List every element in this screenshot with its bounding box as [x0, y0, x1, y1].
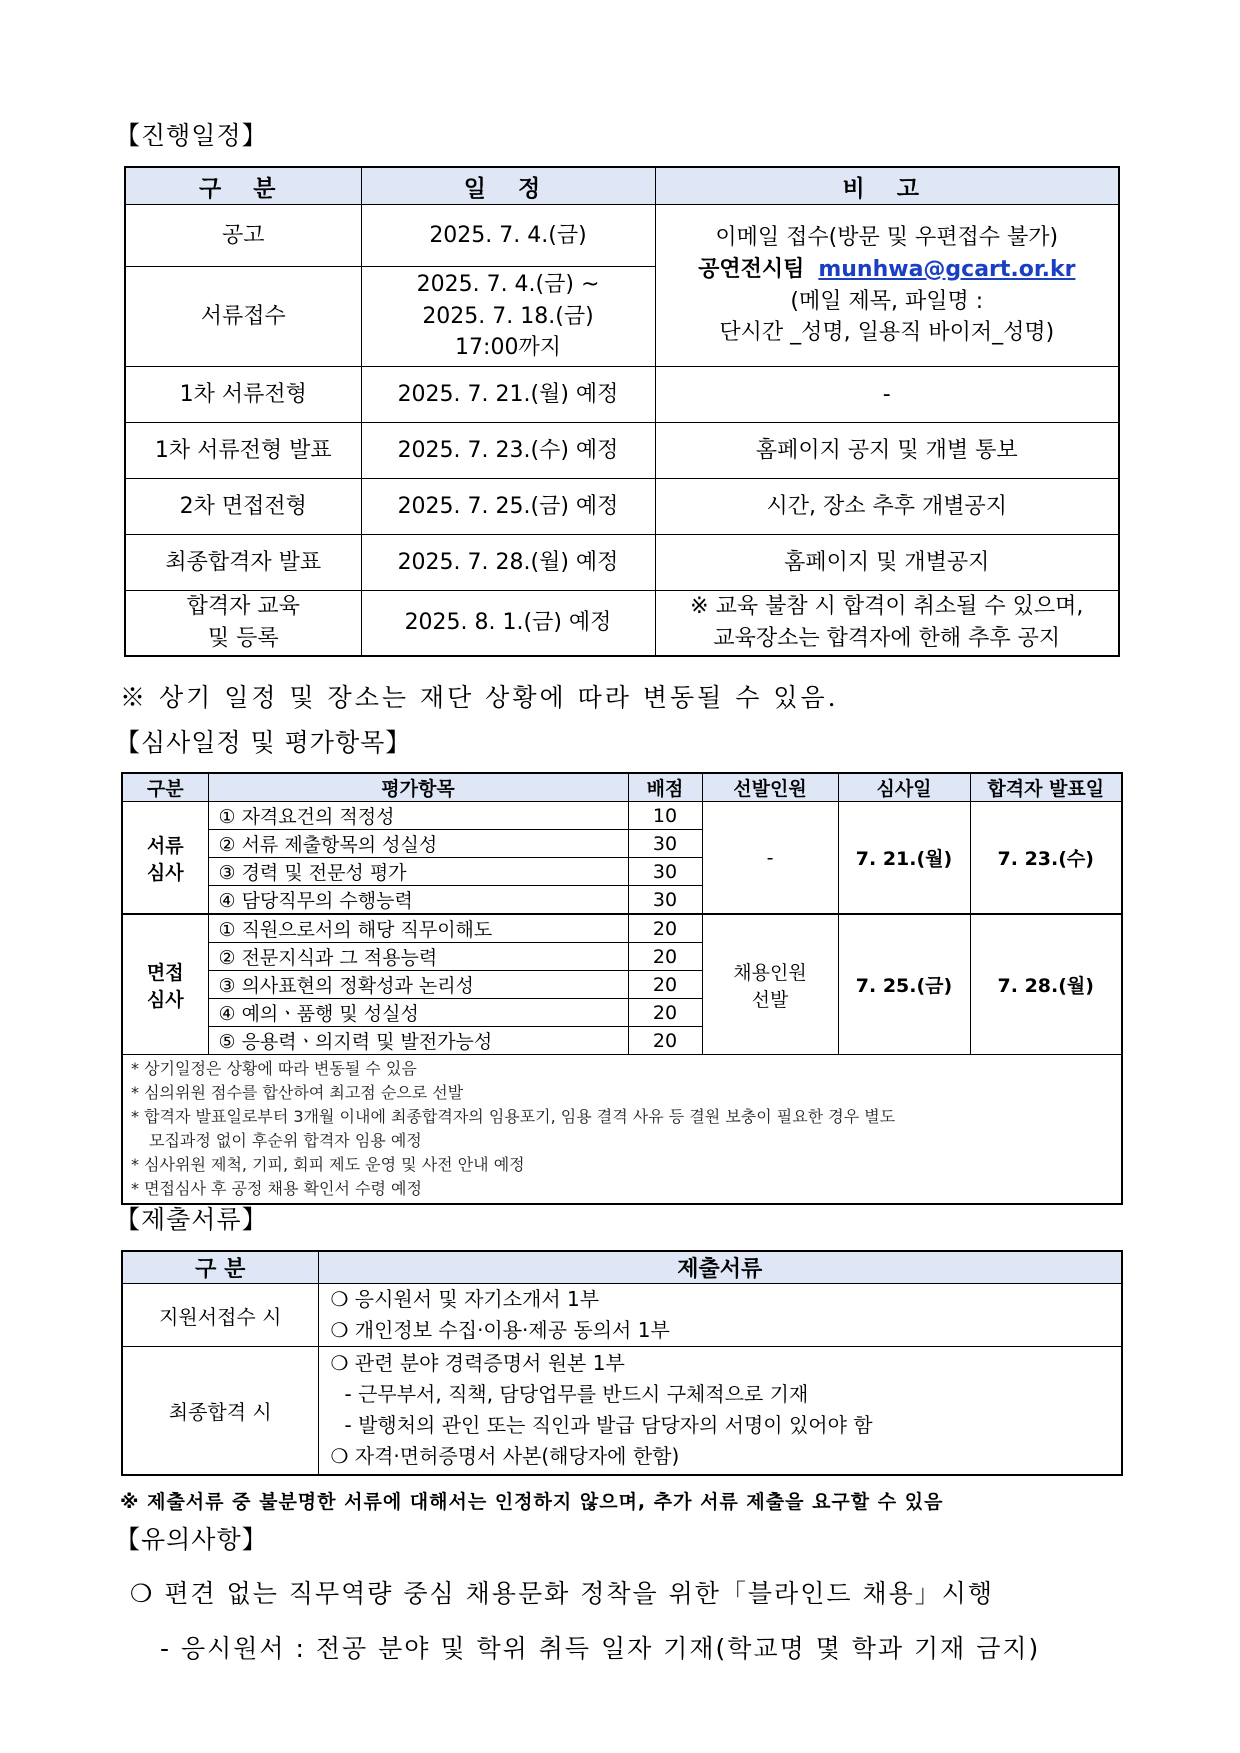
schedule-note: 홈페이지 및 개별공지	[655, 535, 1119, 591]
docs-label: 지원서접수 시	[122, 1284, 318, 1347]
schedule-label: 1차 서류전형 발표	[125, 423, 361, 479]
eval-item: ③ 경력 및 전문성 평가	[208, 858, 628, 886]
eval-note: * 심사위원 제척, 기피, 회피 제도 운영 및 사전 안내 예정	[131, 1155, 525, 1174]
eval-notes-row	[122, 1055, 1122, 1205]
schedule-note	[655, 591, 1119, 656]
docs-subitem: - 근무부서, 직책, 담당업무를 반드시 구체적으로 기재	[344, 1382, 809, 1407]
label-line: 합격자 교육	[186, 594, 300, 619]
eval-item: ① 직원으로서의 해당 직무이해도	[208, 914, 628, 943]
eval-group-name	[122, 802, 208, 915]
schedule-row	[125, 367, 1119, 423]
schedule-note: -	[655, 367, 1119, 423]
eval-selection	[702, 914, 838, 1055]
schedule-table	[124, 166, 1120, 657]
docs-label: 최종합격 시	[122, 1347, 318, 1475]
documents-table	[121, 1250, 1123, 1476]
schedule-header-category: 구 분	[125, 167, 361, 205]
eval-item: ④ 예의ㆍ품행 및 성실성	[208, 999, 628, 1027]
documents-heading: 【제출서류】	[115, 1205, 268, 1234]
selection-line: 선발	[751, 988, 789, 1011]
group-name-line: 서류	[146, 834, 184, 857]
evaluation-table	[121, 772, 1123, 1205]
docs-list	[318, 1284, 1122, 1347]
schedule-label: 공고	[125, 205, 361, 267]
docs-header-category: 구 분	[122, 1251, 318, 1284]
schedule-header-note: 비 고	[655, 167, 1119, 205]
email-note-line: 단시간 _성명, 일용직 바이저_성명)	[719, 320, 1055, 346]
schedule-label: 최종합격자 발표	[125, 535, 361, 591]
email-note-team-line	[656, 254, 1119, 286]
docs-row	[122, 1347, 1122, 1475]
schedule-row	[125, 479, 1119, 535]
eval-review-date: 7. 21.(월)	[838, 802, 970, 915]
docs-header-docs: 제출서류	[318, 1251, 1122, 1284]
eval-item: ② 전문지식과 그 적용능력	[208, 943, 628, 971]
caution-line: ❍ 편견 없는 직무역량 중심 채용문화 정착을 위한「블라인드 채용」시행	[130, 1579, 995, 1608]
email-submission-note	[655, 205, 1119, 367]
documents-note: ※ 제출서류 중 불분명한 서류에 대해서는 인정하지 않으며, 추가 서류 제출을 요구할 수 있음	[120, 1491, 944, 1513]
schedule-label: 2차 면접전형	[125, 479, 361, 535]
schedule-label	[125, 591, 361, 656]
docs-item: ❍ 자격·면허증명서 사본(해당자에 한함)	[330, 1444, 680, 1469]
docs-list	[318, 1347, 1122, 1475]
date-line: 2025. 7. 4.(금) ~	[416, 271, 600, 297]
eval-review-date: 7. 25.(금)	[838, 914, 970, 1055]
eval-selection: -	[702, 802, 838, 915]
docs-row	[122, 1284, 1122, 1347]
eval-row	[122, 914, 1122, 943]
schedule-row	[125, 423, 1119, 479]
eval-item: ① 자격요건의 적정성	[208, 802, 628, 830]
eval-header-item: 평가항목	[208, 773, 628, 802]
note-line: ※ 교육 불참 시 합격이 취소될 수 있으며,	[690, 594, 1084, 619]
eval-item: ④ 담당직무의 수행능력	[208, 886, 628, 915]
eval-note: * 합격자 발표일로부터 3개월 이내에 최종합격자의 임용포기, 임용 결격 사유 등 결원 보충이 필요한 경우 별도	[131, 1107, 896, 1126]
docs-item: ❍ 관련 분야 경력증명서 원본 1부	[330, 1351, 625, 1376]
eval-note: * 심의위원 점수를 합산하여 최고점 순으로 선발	[131, 1083, 464, 1102]
schedule-notice: ※ 상기 일정 및 장소는 재단 상황에 따라 변동될 수 있음.	[120, 683, 839, 712]
date-line: 2025. 7. 18.(금)	[422, 303, 594, 329]
eval-score: 20	[628, 999, 702, 1027]
schedule-date: 2025. 7. 28.(월) 예정	[361, 535, 655, 591]
email-note-line: 이메일 접수(방문 및 우편접수 불가)	[715, 224, 1059, 250]
eval-score: 30	[628, 858, 702, 886]
eval-notes	[122, 1055, 1122, 1205]
cautions-heading: 【유의사항】	[115, 1525, 268, 1554]
documents-header-row	[122, 1251, 1122, 1284]
eval-score: 20	[628, 914, 702, 943]
evaluation-header-row	[122, 773, 1122, 802]
schedule-row	[125, 591, 1119, 656]
eval-score: 30	[628, 830, 702, 858]
eval-announce-date: 7. 28.(월)	[970, 914, 1122, 1055]
eval-note: 모집과정 없이 후순위 합격자 임용 예정	[149, 1131, 422, 1150]
schedule-heading: 【진행일정】	[115, 121, 268, 150]
schedule-date: 2025. 8. 1.(금) 예정	[361, 591, 655, 656]
eval-announce-date: 7. 23.(수)	[970, 802, 1122, 915]
group-name-line: 면접	[146, 961, 184, 984]
eval-item: ② 서류 제출항목의 성실성	[208, 830, 628, 858]
docs-item: ❍ 응시원서 및 자기소개서 1부	[330, 1287, 600, 1311]
eval-header-review-date: 심사일	[838, 773, 970, 802]
schedule-date	[361, 267, 655, 367]
caution-subline: - 응시원서 : 전공 분야 및 학위 취득 일자 기재(학교명 몇 학과 기재 금지)	[160, 1634, 1041, 1663]
eval-header-selection: 선발인원	[702, 773, 838, 802]
eval-score: 20	[628, 943, 702, 971]
schedule-date: 2025. 7. 4.(금)	[361, 205, 655, 267]
schedule-date: 2025. 7. 25.(금) 예정	[361, 479, 655, 535]
schedule-header-row	[125, 167, 1119, 205]
selection-line: 채용인원	[733, 961, 807, 984]
docs-item: ❍ 개인정보 수집·이용·제공 동의서 1부	[330, 1318, 670, 1342]
eval-header-score: 배점	[628, 773, 702, 802]
evaluation-heading: 【심사일정 및 평가항목】	[115, 728, 412, 757]
schedule-label: 서류접수	[125, 267, 361, 367]
schedule-note: 시간, 장소 추후 개별공지	[655, 479, 1119, 535]
schedule-label: 1차 서류전형	[125, 367, 361, 423]
docs-subitem: - 발행처의 관인 또는 직인과 발급 담당자의 서명이 있어야 함	[344, 1413, 873, 1438]
label-line: 및 등록	[207, 625, 279, 651]
schedule-note: 홈페이지 공지 및 개별 통보	[655, 423, 1119, 479]
team-name: 공연전시팀	[698, 256, 805, 282]
eval-item: ⑤ 응용력ㆍ의지력 및 발전가능성	[208, 1027, 628, 1055]
group-name-line: 심사	[146, 861, 184, 884]
eval-group-name	[122, 914, 208, 1055]
schedule-date: 2025. 7. 21.(월) 예정	[361, 367, 655, 423]
eval-score: 10	[628, 802, 702, 830]
eval-score: 20	[628, 1027, 702, 1055]
group-name-line: 심사	[146, 988, 184, 1011]
date-line: 17:00까지	[455, 335, 561, 361]
eval-item: ③ 의사표현의 정확성과 논리성	[208, 971, 628, 999]
eval-header-announce-date: 합격자 발표일	[970, 773, 1122, 802]
eval-row	[122, 802, 1122, 830]
eval-note: * 면접심사 후 공정 채용 확인서 수령 예정	[131, 1179, 422, 1198]
eval-note: * 상기일정은 상황에 따라 변동될 수 있음	[131, 1059, 417, 1078]
note-line: 교육장소는 합격자에 한해 추후 공지	[713, 625, 1061, 651]
schedule-row	[125, 535, 1119, 591]
schedule-date: 2025. 7. 23.(수) 예정	[361, 423, 655, 479]
eval-score: 30	[628, 886, 702, 915]
email-note-line: (메일 제목, 파일명 :	[790, 288, 984, 314]
schedule-header-date: 일 정	[361, 167, 655, 205]
eval-header-category: 구분	[122, 773, 208, 802]
schedule-row	[125, 205, 1119, 267]
eval-score: 20	[628, 971, 702, 999]
email-link[interactable]: munhwa@gcart.or.kr	[818, 256, 1076, 282]
